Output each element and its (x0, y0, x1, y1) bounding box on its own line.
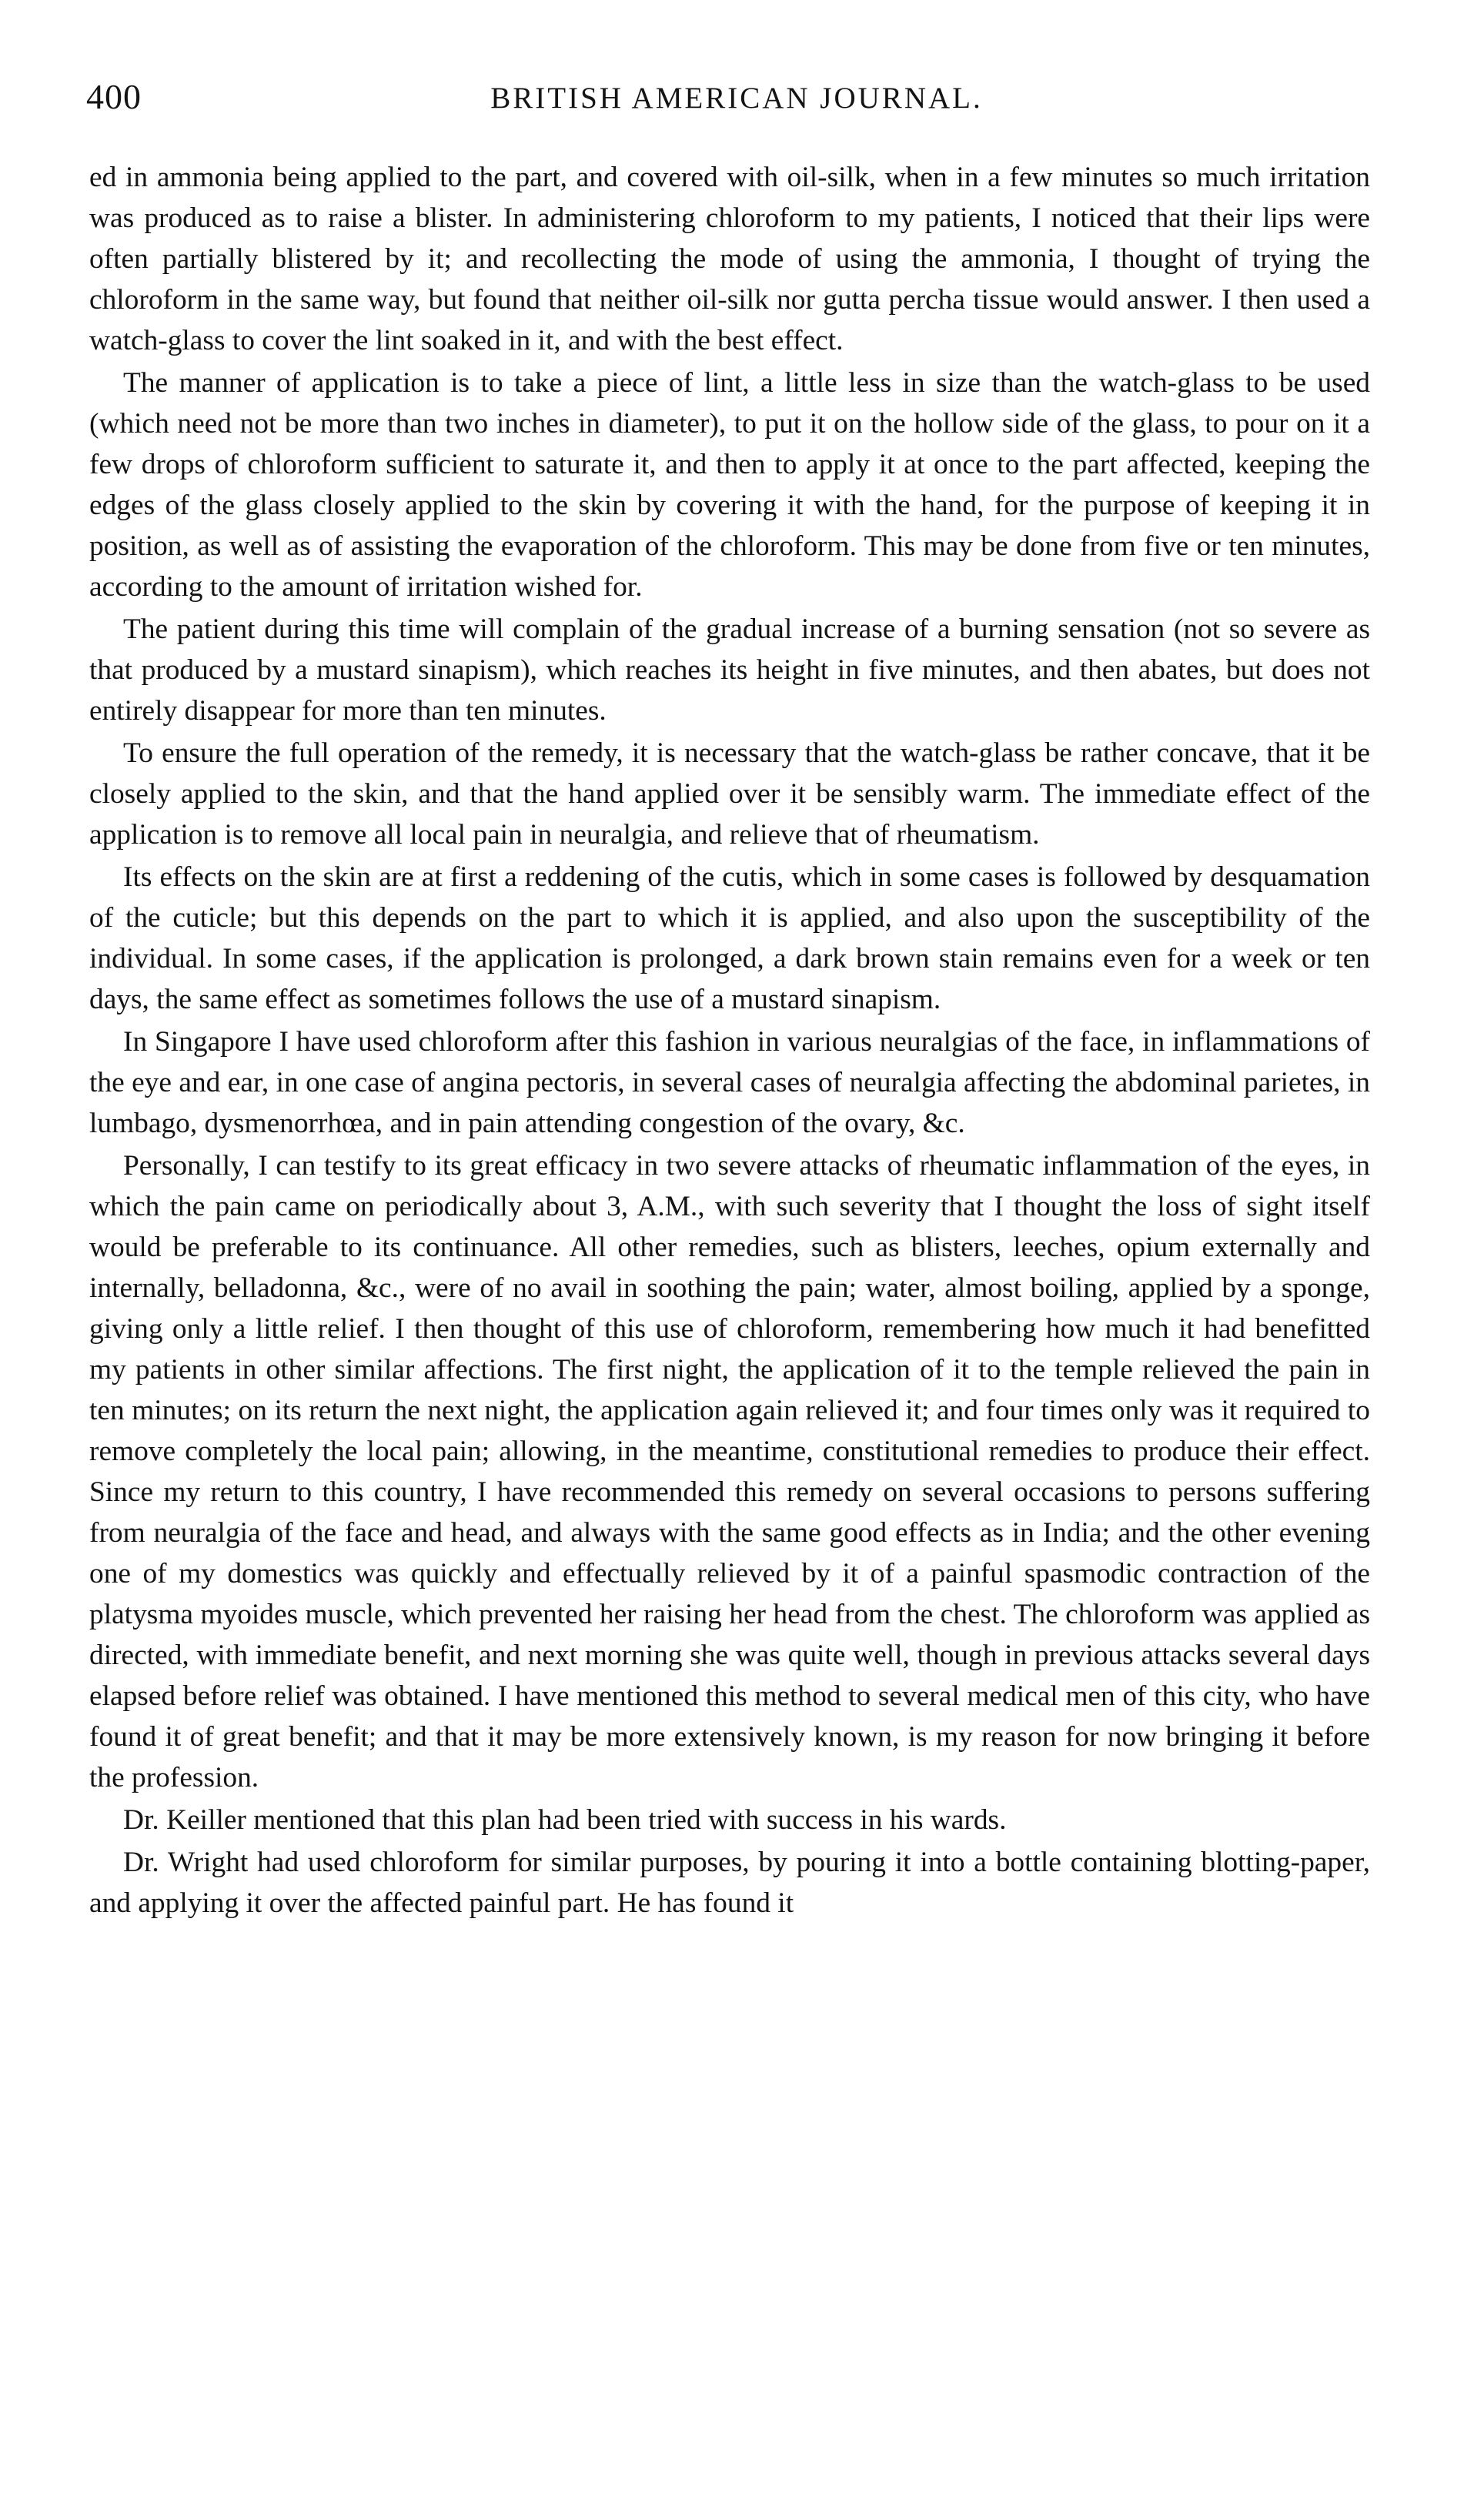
paragraph-full-operation: To ensure the full operation of the remedy, it is necessary that the watch-glass be rather concave, that it be closely applied to the skin, and that the hand applied over it be sensibly warm. The immediate effect of the application is to remove all local pain in neuralgia, and relieve that of rheumatism. (89, 737, 1370, 851)
paragraph-singapore-use: In Singapore I have used chloroform after this fashion in various neuralgias of the face, in inflammations of the eye and ear, in one case of angina pectoris, in several cases of neuralgia affecting the abdominal parietes, in lumbago, dysmenorrhœa, and in pain attending congestion of the ovary, &c. (89, 1026, 1370, 1139)
article-body (89, 157, 1370, 1925)
paragraph-manner-of-application: The manner of application is to take a piece of lint, a little less in size than the watch-glass to be used (which need not be more than two inches in diameter), to put it on the hollow side of the glass, to pour on it a few drops of chloroform sufficient to saturate it, and then to apply it at once to the part affected, keeping the edges of the glass closely applied to the skin by covering it with the hand, for the purpose of keeping it in position, as well as of assisting the evaporation of the chloroform. This may be done from five or ten minutes, according to the amount of irritation wished for. (89, 367, 1370, 603)
paragraph-continued-ammonia: ed in ammonia being applied to the part, and covered with oil-silk, when in a few minutes so much irritation was produced as to raise a blister. In administering chloroform to my patients, I noticed that their lips were often partially blistered by it; and recollecting the mode of using the ammonia, I thought of trying the chloroform in the same way, but found that neither oil-silk nor gutta percha tissue would answer. I then used a watch-glass to cover the lint soaked in it, and with the best effect. (89, 162, 1370, 356)
journal-title: BRITISH AMERICAN JOURNAL. (490, 82, 983, 115)
running-header (86, 74, 1387, 128)
paragraph-dr-keiller: Dr. Keiller mentioned that this plan had been tried with success in his wards. (123, 1804, 1007, 1836)
paragraph-burning-sensation: The patient during this time will complain of the gradual increase of a burning sensation (not so severe as that produced by a mustard sinapism), which reaches its height in five minutes, and then abates, but does not entirely disappear for more than ten minutes. (89, 613, 1370, 727)
paragraph-personal-testimony: Personally, I can testify to its great efficacy in two severe attacks of rheumatic inflammation of the eyes, in which the pain came on periodically about 3, A.M., with such severity that I thought the loss of sight itself would be preferable to its continuance. All other remedies, such as blisters, leeches, opium externally and internally, belladonna, &c., were of no avail in soothing the pain; water, almost boiling, applied by a sponge, giving only a little relief. I then thought of this use of chloroform, remembering how much it had benefitted my patients in other similar affections. The first night, the application of it to the temple relieved the pain in ten minutes; on its return the next night, the application again relieved it; and four times only was it required to remove completely the local pain; allowing, in the meantime, constitutional remedies to produce their effect. Since my return to this country, I have recommended this remedy on several occasions to persons suffering from neuralgia of the face and head, and always with the same good effects as in India; and the other evening one of my domestics was quickly and effectually relieved by it of a painful spasmodic contraction of the platysma myoides muscle, which prevented her raising her head from the chest. The chloroform was applied as directed, with immediate benefit, and next morning she was quite well, though in previous attacks several days elapsed before relief was obtained. I have mentioned this method to several medical men of this city, who have found it of great benefit; and that it may be more extensively known, is my reason for now bringing it before the profession. (89, 1150, 1370, 1793)
page-number: 400 (86, 77, 142, 116)
paragraph-skin-effects: Its effects on the skin are at first a reddening of the cutis, which in some cases is followed by desquamation of the cuticle; but this depends on the part to which it is applied, and also upon the susceptibility of the individual. In some cases, if the application is prolonged, a dark brown stain remains even for a week or ten days, the same effect as sometimes follows the use of a mustard sinapism. (89, 861, 1370, 1015)
paragraph-dr-wright: Dr. Wright had used chloroform for similar purposes, by pouring it into a bottle containing blotting-paper, and applying it over the affected painful part. He has found it (89, 1847, 1370, 1919)
